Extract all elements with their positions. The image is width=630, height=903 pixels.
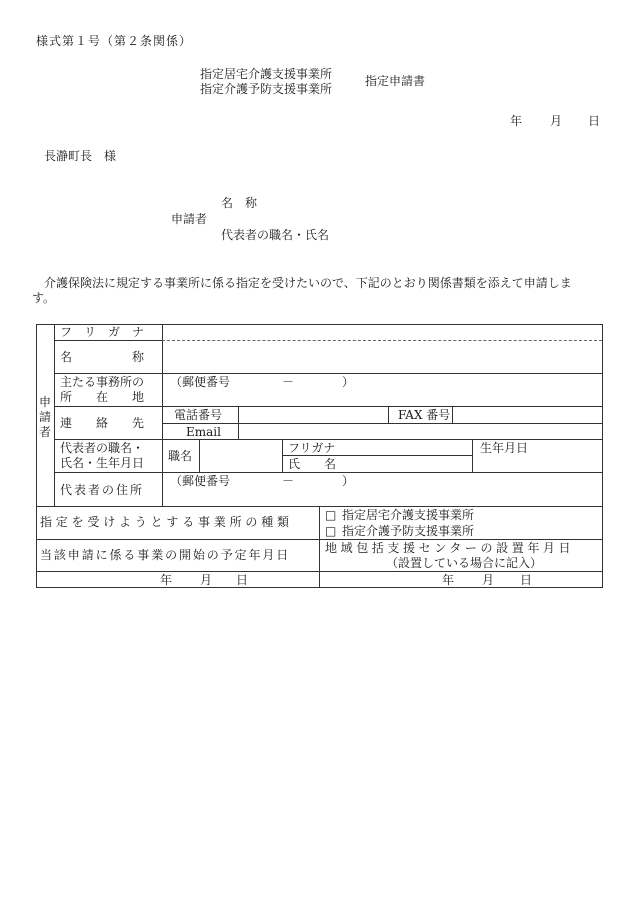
body-text-line-1: 介護保険法に規定する事業所に係る指定を受けたいので、下記のとおり関係書類を添えて申請しま	[44, 276, 572, 290]
center-day: 日	[520, 573, 533, 587]
postal-code-close: ）	[342, 375, 355, 389]
postal-code-label: （郵便番号	[170, 375, 231, 389]
date-year: 年	[510, 114, 523, 128]
center-date-label: 地域包括支援センターの設置年月日	[325, 541, 575, 555]
applicant-side-char-1: 申	[39, 395, 52, 409]
rep-postal-code-close: ）	[342, 474, 355, 488]
title-office-type-1: 指定居宅介護支援事業所	[200, 67, 333, 81]
office-kind-label: 指定を受けようとする事業所の種類	[40, 515, 293, 529]
center-month: 月	[482, 573, 495, 587]
title-office-type-2: 指定介護予防支援事業所	[200, 82, 333, 96]
body-text-line-2: す。	[32, 291, 56, 305]
date-month: 月	[550, 114, 563, 128]
start-year: 年	[160, 573, 173, 587]
rep-label-2: 氏名・生年月日	[60, 456, 145, 470]
center-date-note: （設置している場合に記入）	[386, 556, 543, 570]
center-year: 年	[442, 573, 455, 587]
applicant-label: 申請者	[171, 212, 208, 226]
rep-label-1: 代表者の職名・	[60, 441, 145, 455]
start-month: 月	[200, 573, 213, 587]
representative-label: 代表者の職名・氏名	[221, 228, 330, 242]
application-form-table	[36, 324, 603, 588]
rep-postal-code-dash: －	[282, 474, 295, 488]
checkbox-office-1[interactable]: □	[325, 508, 337, 522]
applicant-side-char-3: 者	[39, 425, 52, 439]
postal-code-dash: －	[282, 375, 295, 389]
main-office-label-1: 主たる事務所の	[60, 375, 145, 389]
form-number: 様式第１号（第２条関係）	[36, 34, 193, 48]
applicant-name-label: 名 称	[221, 196, 258, 210]
rep-name-label: 氏 名	[288, 457, 337, 471]
fax-label: FAX 番号	[398, 408, 451, 422]
name-label: 名 称	[60, 350, 145, 364]
date-day: 日	[588, 114, 601, 128]
main-office-label-2: 所 在 地	[60, 390, 145, 404]
rep-address-label: 代表者の住所	[60, 483, 145, 497]
phone-label: 電話番号	[174, 408, 223, 422]
rep-postal-code-label: （郵便番号	[170, 474, 231, 488]
furigana-label: フ リ ガ ナ	[60, 325, 145, 339]
office-kind-option-1: 指定居宅介護支援事業所	[342, 508, 475, 522]
start-day: 日	[236, 573, 249, 587]
birthdate-label: 生年月日	[480, 441, 529, 455]
email-label: Email	[186, 425, 221, 439]
checkbox-office-2[interactable]: □	[325, 524, 337, 538]
position-label: 職名	[168, 449, 193, 463]
start-date-label: 当該申請に係る事業の開始の予定年月日	[40, 548, 291, 562]
rep-furigana-label: フリガナ	[288, 441, 336, 455]
applicant-side-char-2: 請	[39, 410, 52, 424]
office-kind-option-2: 指定介護予防支援事業所	[342, 524, 475, 538]
recipient: 長瀞町長 様	[44, 149, 117, 163]
document-title: 指定申請書	[365, 74, 426, 88]
contact-label: 連 絡 先	[60, 416, 145, 430]
